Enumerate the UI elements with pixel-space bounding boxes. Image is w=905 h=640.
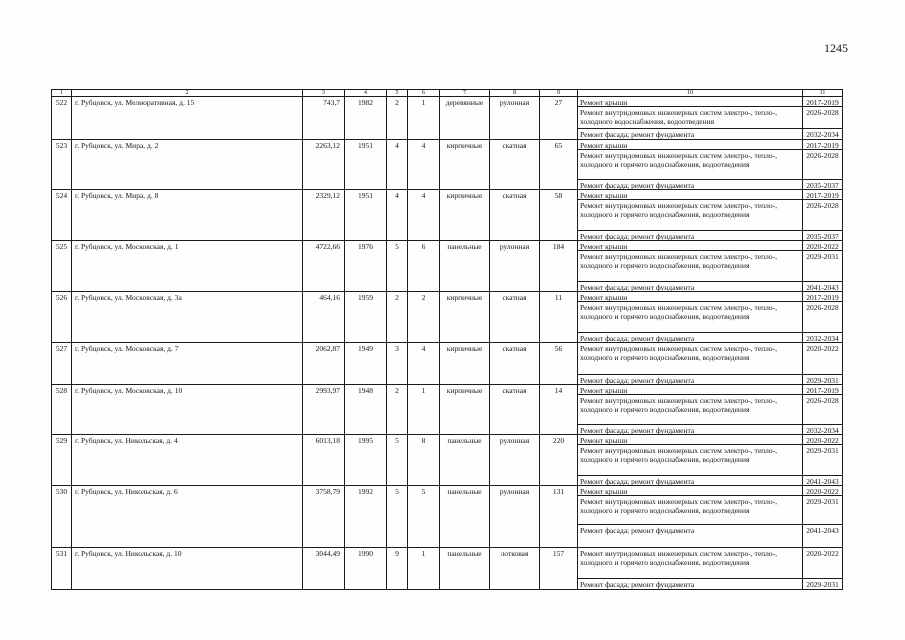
col-3-cell: 2263,12 <box>303 140 345 190</box>
address-cell: г. Рубцовск, ул. Мира, д. 8 <box>72 190 303 241</box>
col-8-cell: рулонная <box>490 97 540 140</box>
work-name-cell: Ремонт внутридомовых инженерных систем электро-, тепло-, холодного и горячего водоснабжения, водоотведения <box>578 150 803 180</box>
table-header-row <box>52 90 843 97</box>
table-row <box>52 385 843 435</box>
col-4-cell: 1982 <box>345 97 387 140</box>
work-period-cell: 2041-2043 <box>803 282 843 292</box>
column-number-cell: 5 <box>387 90 408 97</box>
col-6-cell: 1 <box>408 548 440 590</box>
col-3-cell: 3044,49 <box>303 548 345 590</box>
work-name-cell: Ремонт фасада; ремонт фундамента <box>578 525 803 548</box>
work-name-cell: Ремонт крыши <box>578 97 803 107</box>
work-name-cell: Ремонт фасада; ремонт фундамента <box>578 333 803 343</box>
col-6-cell: 2 <box>408 292 440 343</box>
column-number-cell: 9 <box>540 90 578 97</box>
address-cell: г. Рубцовск, ул. Мелиоративная, д. 15 <box>72 97 303 140</box>
col-7-cell: кирпичные <box>440 190 490 241</box>
table-row <box>52 140 843 190</box>
col-7-cell: кирпичные <box>440 343 490 385</box>
col-9-cell: 131 <box>540 486 578 548</box>
col-9-cell: 184 <box>540 241 578 292</box>
col-8-cell: скатная <box>490 292 540 343</box>
col-4-cell: 1948 <box>345 385 387 435</box>
work-name-cell: Ремонт внутридомовых инженерных систем электро-, тепло-, холодного и горячего водоснабжения, водоотведения <box>578 496 803 525</box>
table-row <box>52 548 843 590</box>
col-7-cell: панельные <box>440 241 490 292</box>
work-name-cell: Ремонт внутридомовых инженерных систем электро-, тепло-, холодного и горячего водоснабжения, водоотведения <box>578 302 803 333</box>
address-cell: г. Рубцовск, ул. Московская, д. 1 <box>72 241 303 292</box>
col-4-cell: 1951 <box>345 140 387 190</box>
table-row <box>52 97 843 140</box>
row-number-cell: 531 <box>52 548 72 590</box>
col-5-cell: 9 <box>387 548 408 590</box>
col-5-cell: 4 <box>387 190 408 241</box>
row-number-cell: 530 <box>52 486 72 548</box>
work-name-cell: Ремонт крыши <box>578 190 803 200</box>
address-cell: г. Рубцовск, ул. Московская, д. 3а <box>72 292 303 343</box>
address-cell: г. Рубцовск, ул. Мира, д. 2 <box>72 140 303 190</box>
col-3-cell: 743,7 <box>303 97 345 140</box>
address-cell: г. Рубцовск, ул. Московская, д. 10 <box>72 385 303 435</box>
col-8-cell: скатная <box>490 140 540 190</box>
work-period-cell: 2041-2043 <box>803 525 843 548</box>
col-5-cell: 5 <box>387 486 408 548</box>
table-row <box>52 486 843 548</box>
col-6-cell: 4 <box>408 190 440 241</box>
col-7-cell: панельные <box>440 548 490 590</box>
col-8-cell: скатная <box>490 343 540 385</box>
work-period-cell: 2035-2037 <box>803 180 843 190</box>
column-number-cell: 7 <box>440 90 490 97</box>
col-8-cell: скатная <box>490 190 540 241</box>
work-name-cell: Ремонт крыши <box>578 241 803 251</box>
col-4-cell: 1976 <box>345 241 387 292</box>
work-name-cell: Ремонт крыши <box>578 486 803 496</box>
work-period-cell: 2029-2031 <box>803 445 843 476</box>
col-3-cell: 464,16 <box>303 292 345 343</box>
col-6-cell: 4 <box>408 343 440 385</box>
col-4-cell: 1959 <box>345 292 387 343</box>
work-period-cell: 2020-2022 <box>803 548 843 579</box>
work-name-cell: Ремонт крыши <box>578 292 803 302</box>
col-4-cell: 1995 <box>345 435 387 486</box>
column-number-cell: 4 <box>345 90 387 97</box>
row-number-cell: 524 <box>52 190 72 241</box>
col-9-cell: 14 <box>540 385 578 435</box>
work-name-cell: Ремонт фасада; ремонт фундамента <box>578 425 803 435</box>
work-name-cell: Ремонт внутридомовых инженерных систем электро-, тепло-, холодного и горячего водоснабжения, водоотведения <box>578 200 803 231</box>
work-period-cell: 2029-2031 <box>803 251 843 282</box>
column-number-cell: 3 <box>303 90 345 97</box>
col-5-cell: 4 <box>387 140 408 190</box>
table-row <box>52 435 843 486</box>
table-row <box>52 343 843 385</box>
work-period-cell: 2026-2028 <box>803 200 843 231</box>
col-5-cell: 3 <box>387 343 408 385</box>
work-period-cell: 2041-2043 <box>803 476 843 486</box>
col-7-cell: деревянные <box>440 97 490 140</box>
work-period-cell: 2020-2022 <box>803 435 843 445</box>
col-7-cell: кирпичные <box>440 385 490 435</box>
work-period-cell: 2035-2037 <box>803 231 843 241</box>
col-8-cell: скатная <box>490 385 540 435</box>
work-name-cell: Ремонт фасада; ремонт фундамента <box>578 231 803 241</box>
work-name-cell: Ремонт внутридомовых инженерных систем электро-, тепло-, холодного и горячего водоснабжения, водоотведения <box>578 395 803 425</box>
work-period-cell: 2020-2022 <box>803 343 843 375</box>
col-6-cell: 5 <box>408 486 440 548</box>
column-number-cell: 2 <box>72 90 303 97</box>
col-6-cell: 1 <box>408 97 440 140</box>
col-8-cell: рулонная <box>490 435 540 486</box>
col-4-cell: 1949 <box>345 343 387 385</box>
work-name-cell: Ремонт фасада; ремонт фундамента <box>578 129 803 140</box>
table-row <box>52 241 843 292</box>
work-name-cell: Ремонт внутридомовых инженерных систем электро-, тепло-, холодного водоснабжения, водоотведения <box>578 107 803 129</box>
work-name-cell: Ремонт внутридомовых инженерных систем электро-, тепло-, холодного и горячего водоснабжения, водоотведения <box>578 251 803 282</box>
row-number-cell: 529 <box>52 435 72 486</box>
col-9-cell: 157 <box>540 548 578 590</box>
col-8-cell: рулонная <box>490 241 540 292</box>
work-period-cell: 2017-2019 <box>803 97 843 107</box>
work-period-cell: 2020-2022 <box>803 486 843 496</box>
col-5-cell: 2 <box>387 385 408 435</box>
work-period-cell: 2029-2031 <box>803 375 843 385</box>
col-9-cell: 11 <box>540 292 578 343</box>
work-period-cell: 2029-2031 <box>803 579 843 590</box>
column-number-cell: 1 <box>52 90 72 97</box>
work-period-cell: 2020-2022 <box>803 241 843 251</box>
col-7-cell: кирпичные <box>440 140 490 190</box>
col-7-cell: панельные <box>440 435 490 486</box>
col-9-cell: 56 <box>540 343 578 385</box>
col-9-cell: 58 <box>540 190 578 241</box>
col-6-cell: 4 <box>408 140 440 190</box>
work-name-cell: Ремонт фасада; ремонт фундамента <box>578 180 803 190</box>
col-3-cell: 2062,87 <box>303 343 345 385</box>
col-6-cell: 1 <box>408 385 440 435</box>
col-3-cell: 2329,12 <box>303 190 345 241</box>
table-row <box>52 190 843 241</box>
col-7-cell: панельные <box>440 486 490 548</box>
work-name-cell: Ремонт внутридомовых инженерных систем электро-, тепло-, холодного и горячего водоснабжения, водоотведения <box>578 343 803 375</box>
work-period-cell: 2017-2019 <box>803 140 843 150</box>
work-name-cell: Ремонт внутридомовых инженерных систем электро-, тепло-, холодного и горячего водоснабжения, водоотведения <box>578 548 803 579</box>
work-name-cell: Ремонт внутридомовых инженерных систем электро-, тепло-, холодного и горячего водоснабжения, водоотведения <box>578 445 803 476</box>
col-6-cell: 8 <box>408 435 440 486</box>
work-name-cell: Ремонт крыши <box>578 435 803 445</box>
work-period-cell: 2017-2019 <box>803 385 843 395</box>
page-number: 1245 <box>824 41 848 55</box>
work-period-cell: 2026-2028 <box>803 395 843 425</box>
col-9-cell: 65 <box>540 140 578 190</box>
work-period-cell: 2017-2019 <box>803 190 843 200</box>
col-8-cell: лотковая <box>490 548 540 590</box>
work-period-cell: 2026-2028 <box>803 150 843 180</box>
col-8-cell: рулонная <box>490 486 540 548</box>
work-period-cell: 2026-2028 <box>803 302 843 333</box>
row-number-cell: 527 <box>52 343 72 385</box>
col-9-cell: 27 <box>540 97 578 140</box>
col-4-cell: 1992 <box>345 486 387 548</box>
table-row <box>52 292 843 343</box>
housing-table <box>51 89 843 590</box>
work-period-cell: 2032-2034 <box>803 129 843 140</box>
work-name-cell: Ремонт фасада; ремонт фундамента <box>578 282 803 292</box>
address-cell: г. Рубцовск, ул. Никольская, д. 6 <box>72 486 303 548</box>
col-3-cell: 3758,79 <box>303 486 345 548</box>
work-name-cell: Ремонт фасада; ремонт фундамента <box>578 476 803 486</box>
col-4-cell: 1951 <box>345 190 387 241</box>
work-name-cell: Ремонт фасада; ремонт фундамента <box>578 579 803 590</box>
row-number-cell: 528 <box>52 385 72 435</box>
col-5-cell: 5 <box>387 435 408 486</box>
column-number-cell: 6 <box>408 90 440 97</box>
work-name-cell: Ремонт крыши <box>578 140 803 150</box>
col-3-cell: 4722,66 <box>303 241 345 292</box>
work-name-cell: Ремонт фасада; ремонт фундамента <box>578 375 803 385</box>
work-period-cell: 2017-2019 <box>803 292 843 302</box>
column-number-cell: 10 <box>578 90 803 97</box>
column-number-cell: 11 <box>803 90 843 97</box>
row-number-cell: 523 <box>52 140 72 190</box>
col-5-cell: 5 <box>387 241 408 292</box>
work-name-cell: Ремонт крыши <box>578 385 803 395</box>
work-period-cell: 2032-2034 <box>803 333 843 343</box>
address-cell: г. Рубцовск, ул. Московская, д. 7 <box>72 343 303 385</box>
work-period-cell: 2026-2028 <box>803 107 843 129</box>
work-period-cell: 2032-2034 <box>803 425 843 435</box>
work-period-cell: 2029-2031 <box>803 496 843 525</box>
col-6-cell: 6 <box>408 241 440 292</box>
column-number-cell: 8 <box>490 90 540 97</box>
address-cell: г. Рубцовск, ул. Никольская, д. 4 <box>72 435 303 486</box>
col-4-cell: 1990 <box>345 548 387 590</box>
col-5-cell: 2 <box>387 97 408 140</box>
address-cell: г. Рубцовск, ул. Никольская, д. 10 <box>72 548 303 590</box>
col-7-cell: кирпичные <box>440 292 490 343</box>
col-3-cell: 6013,18 <box>303 435 345 486</box>
col-3-cell: 2993,97 <box>303 385 345 435</box>
col-9-cell: 220 <box>540 435 578 486</box>
col-5-cell: 2 <box>387 292 408 343</box>
row-number-cell: 522 <box>52 97 72 140</box>
row-number-cell: 525 <box>52 241 72 292</box>
row-number-cell: 526 <box>52 292 72 343</box>
